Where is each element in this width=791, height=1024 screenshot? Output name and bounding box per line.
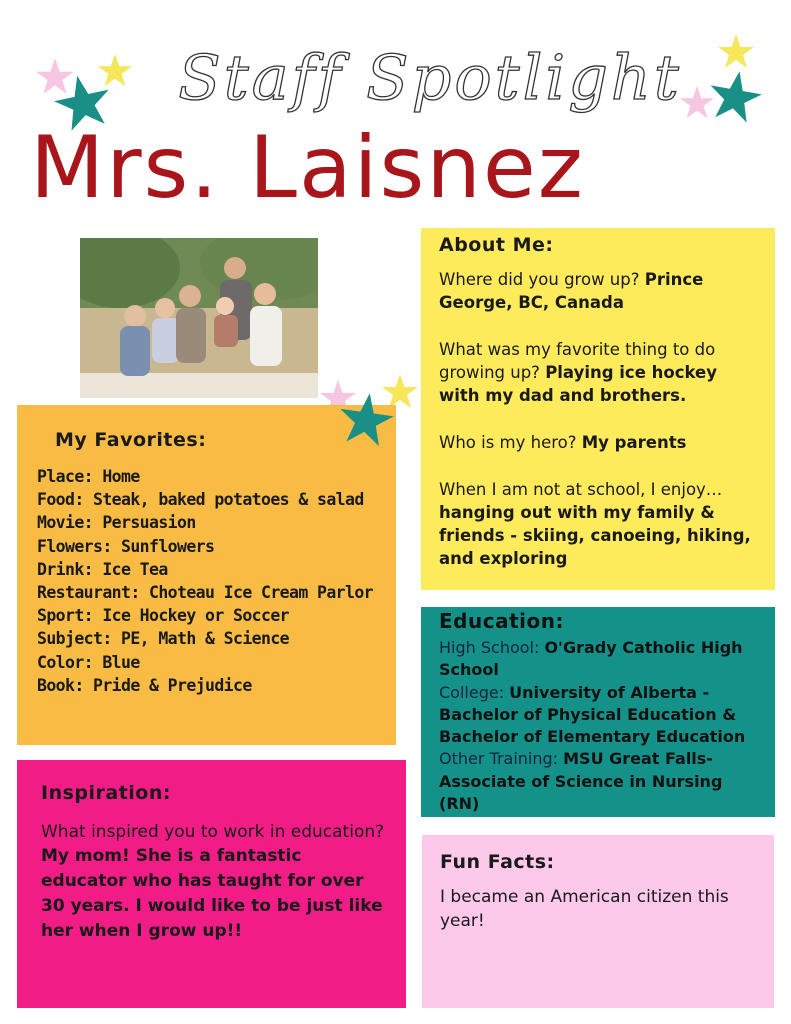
education-label: High School: bbox=[439, 638, 545, 657]
teacher-name: Mrs. Laisnez bbox=[30, 118, 585, 218]
education-item bbox=[439, 748, 761, 815]
favorite-item: Movie: Persuasion bbox=[37, 513, 196, 533]
about-item bbox=[439, 478, 757, 570]
education-value: O'Grady Catholic High School bbox=[439, 638, 743, 680]
education-label: College: bbox=[439, 682, 510, 702]
education-label: Other Training: bbox=[439, 749, 564, 769]
favorite-item: Color: Blue bbox=[37, 652, 140, 672]
inspiration-section bbox=[17, 760, 406, 1008]
favorite-item: Restaurant: Choteau Ice Cream Parlor bbox=[37, 583, 374, 603]
favorite-item: Book: Pride & Prejudice bbox=[37, 675, 252, 695]
star-yellow-top-right-icon bbox=[716, 32, 756, 72]
education-value: MSU Great Falls- Associate of Science in Nursing (RN) bbox=[439, 749, 723, 814]
fun-facts-heading: Fun Facts: bbox=[440, 851, 555, 873]
about-answer: Prince George, BC, Canada bbox=[439, 270, 704, 312]
about-question: Who is my hero? bbox=[439, 433, 582, 452]
about-item bbox=[439, 431, 757, 454]
staff-spotlight-title: Staff Spotlight bbox=[178, 41, 682, 114]
inspiration-answer: My mom! She is a fantastic educator who has taught for over 30 years. I would like to be just like her when I grow up!! bbox=[41, 846, 383, 941]
fun-facts-text: I became an American citizen this year! bbox=[440, 887, 729, 931]
inspiration-question: What inspired you to work in education? bbox=[41, 822, 385, 842]
about-question: When I am not at school, I enjoy… bbox=[439, 480, 723, 499]
favorite-item: Place: Home bbox=[37, 467, 140, 486]
my-favorites-section bbox=[17, 405, 396, 745]
favorite-item: Flowers: Sunflowers bbox=[37, 536, 215, 556]
education-item bbox=[439, 682, 761, 749]
star-teal-top-right-icon bbox=[706, 68, 764, 126]
family-photo bbox=[80, 238, 318, 398]
about-item bbox=[439, 338, 757, 407]
family-photo-illustration bbox=[80, 238, 318, 398]
star-teal-top-left-icon bbox=[52, 72, 114, 134]
education-heading: Education: bbox=[439, 609, 564, 633]
favorite-item: Sport: Ice Hockey or Soccer bbox=[37, 606, 290, 626]
about-me-section bbox=[421, 228, 775, 590]
star-teal-middle-icon bbox=[336, 390, 396, 450]
favorite-item: Subject: PE, Math & Science bbox=[37, 629, 290, 649]
education-item bbox=[439, 637, 761, 682]
favorite-item: Food: Steak, baked potatoes & salad bbox=[37, 490, 364, 510]
about-item bbox=[439, 268, 757, 314]
about-question: What was my favorite thing to do growing up? bbox=[439, 340, 716, 382]
favorite-item: Drink: Ice Tea bbox=[37, 559, 168, 579]
my-favorites-heading: My Favorites: bbox=[55, 429, 207, 451]
about-me-heading: About Me: bbox=[439, 234, 554, 256]
education-value: University of Alberta - Bachelor of Physical Education & Bachelor of Elementary Education bbox=[439, 682, 746, 747]
about-answer: My parents bbox=[581, 433, 687, 452]
education-section bbox=[421, 607, 775, 817]
about-question: Where did you grow up? bbox=[439, 270, 645, 289]
fun-facts-section bbox=[422, 835, 774, 1008]
inspiration-heading: Inspiration: bbox=[41, 782, 171, 804]
about-answer: hanging out with my family & friends - skiing, canoeing, hiking, and exploring bbox=[439, 503, 751, 568]
about-answer: Playing ice hockey with my dad and brothers. bbox=[439, 363, 717, 405]
